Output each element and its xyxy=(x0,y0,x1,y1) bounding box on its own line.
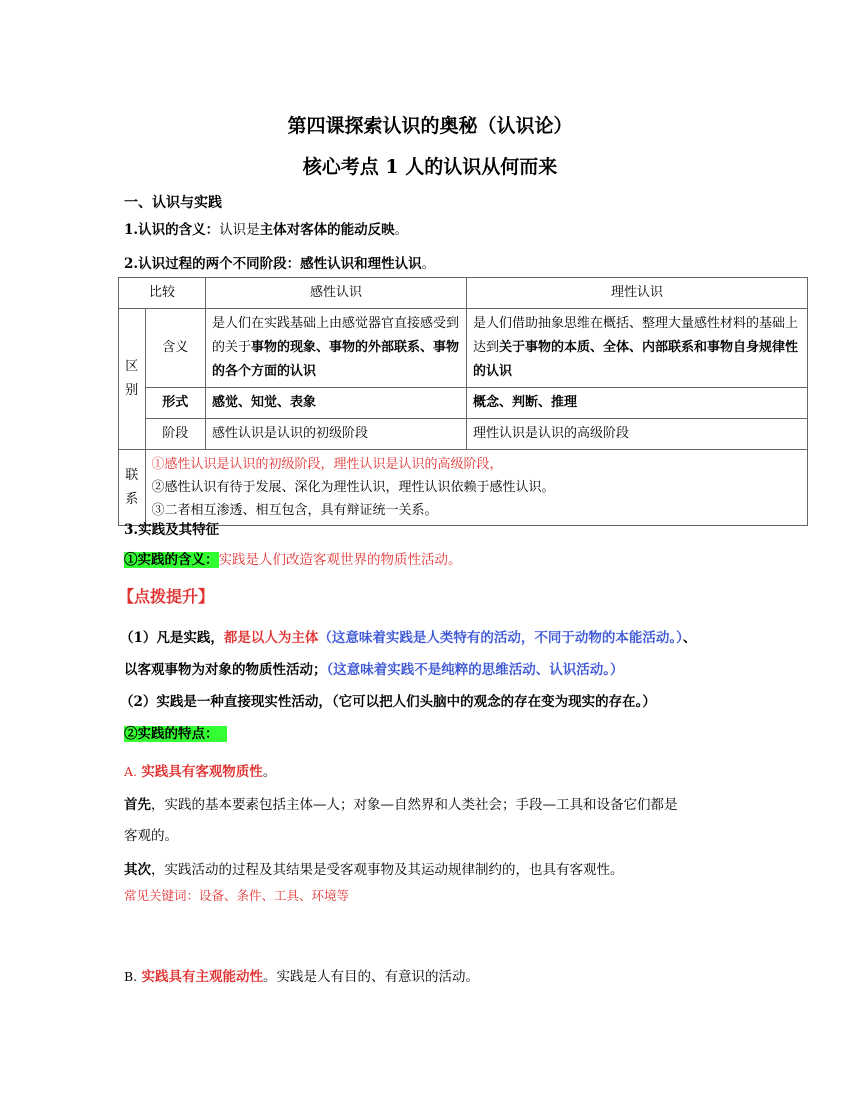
table-header-row xyxy=(119,278,808,309)
connection-item: ①感性认识是认识的初级阶段，理性认识是认识的高级阶段， xyxy=(151,457,503,472)
cell-rational-stage: 理性认识是认识的高级阶段 xyxy=(467,419,808,450)
tip-red-text: 都是以人为主体 xyxy=(223,630,319,646)
tip-1-continued xyxy=(124,658,624,678)
item-end: 。 xyxy=(394,222,409,238)
first-point-continued: 客观的。 xyxy=(124,828,178,844)
item-cognition-meaning xyxy=(124,218,408,238)
item-end: 。 xyxy=(421,256,436,272)
feature-b xyxy=(124,965,479,985)
first-point xyxy=(124,793,678,813)
point-label: 其次 xyxy=(124,862,151,878)
point-text: ，实践的基本要素包括主体—人；对象—自然界和人类社会；手段—工具和设备它们都是 xyxy=(151,797,678,813)
cell-perceptual-stage: 感性认识是认识的初级阶段 xyxy=(206,419,467,450)
cell-bold-text: 关于事物的本质、全体、内部联系和事物自身规律性的认识 xyxy=(473,340,799,379)
feature-prefix: B. xyxy=(124,969,138,984)
feature-prefix: A. xyxy=(124,764,138,779)
tip-blue-text: （这意味着实践不是纯粹的思维活动、认识活动。） xyxy=(326,662,624,678)
feature-a xyxy=(124,760,276,780)
cell-text: 是人们在实践基础上由感觉器官直接感受到的关于 xyxy=(212,316,460,355)
item-text: 认识是 xyxy=(219,222,260,238)
tip-end: 、 xyxy=(682,630,697,646)
practice-meaning xyxy=(124,548,462,568)
point-text: ，实践活动的过程及其结果是受客观事物及其运动规律制约的，也具有客观性。 xyxy=(151,862,624,878)
page-subtitle: 核心考点 1 人的认识从何而来 xyxy=(302,156,558,178)
item-bold-text: 主体对客体的能动反映 xyxy=(259,222,395,238)
cell-perceptual-form: 感觉、知觉、表象 xyxy=(206,388,467,419)
distinction-cell: 区别 xyxy=(119,309,146,450)
feature-bold-text: 实践具有主观能动性 xyxy=(141,969,263,985)
connection-item: ③二者相互渗透、相互包含，具有辩证统一关系。 xyxy=(151,503,438,518)
cell-text: 是人们借助抽象思维在概括、整理大量感性材料的基础上达到 xyxy=(473,316,799,355)
table-row-form xyxy=(119,388,808,419)
connection-cell: 联系 xyxy=(119,450,146,526)
comparison-table xyxy=(118,277,808,526)
feature-text: 。实践是人有目的、有意识的活动。 xyxy=(262,969,479,985)
row-label-meaning: 含义 xyxy=(145,309,205,388)
label-text: ①实践的含义 xyxy=(124,552,205,568)
tip-2: （2）实践是一种直接现实性活动，（它可以把人们头脑中的观念的存在变为现实的存在。） xyxy=(120,694,656,710)
feature-bold-text: 实践具有客观物质性 xyxy=(141,764,263,780)
second-point xyxy=(124,858,624,878)
cell-bold-text: 事物的现象、事物的外部联系、事物的各个方面的认识 xyxy=(212,340,460,379)
item-label: 1.认识的含义： xyxy=(124,222,220,238)
item-bold-text: 感性认识和理性认识 xyxy=(300,256,422,272)
connection-item: ②感性认识有待于发展、深化为理性认识，理性认识依赖于感性认识。 xyxy=(151,480,555,495)
cell-rational-meaning xyxy=(467,309,808,388)
section-heading: 一、认识与实践 xyxy=(124,195,222,211)
item-label: 2.认识过程的两个不同阶段： xyxy=(124,256,301,272)
cell-perceptual-meaning xyxy=(206,309,467,388)
table-row-stage xyxy=(119,419,808,450)
tip-blue-text: （这意味着实践是人类特有的活动，不同于动物的本能活动。） xyxy=(318,630,683,646)
connection-content xyxy=(145,450,807,526)
header-compare: 比较 xyxy=(119,278,206,309)
section-practice: 3.实践及其特征 xyxy=(124,522,220,538)
label-colon: ： xyxy=(205,552,219,568)
page-title: 第四课探索认识的奥秘（认识论） xyxy=(287,115,573,137)
point-label: 首先 xyxy=(124,797,151,813)
item-cognition-stages xyxy=(124,252,435,272)
row-label-stage: 阶段 xyxy=(145,419,205,450)
header-perceptual: 感性认识 xyxy=(206,278,467,309)
tip-heading: 【点拨提升】 xyxy=(118,587,215,606)
practice-meaning-text: 实践是人们改造客观世界的物质性活动。 xyxy=(218,552,462,568)
row-label-form: 形式 xyxy=(145,388,205,419)
keywords-note: 常见关键词：设备、条件、工具、环境等 xyxy=(124,888,350,903)
highlight-label: ②实践的特点： xyxy=(124,726,227,742)
header-rational: 理性认识 xyxy=(467,278,808,309)
tip-text: 以客观事物为对象的物质性活动； xyxy=(124,662,327,678)
feature-end: 。 xyxy=(262,764,277,780)
highlight-label xyxy=(124,552,219,568)
table-row-meaning xyxy=(119,309,808,388)
tip-text: （1）凡是实践， xyxy=(120,630,224,646)
tip-1 xyxy=(120,626,696,646)
cell-rational-form: 概念、判断、推理 xyxy=(467,388,808,419)
table-row-connection xyxy=(119,450,808,526)
practice-features-heading xyxy=(124,722,227,742)
